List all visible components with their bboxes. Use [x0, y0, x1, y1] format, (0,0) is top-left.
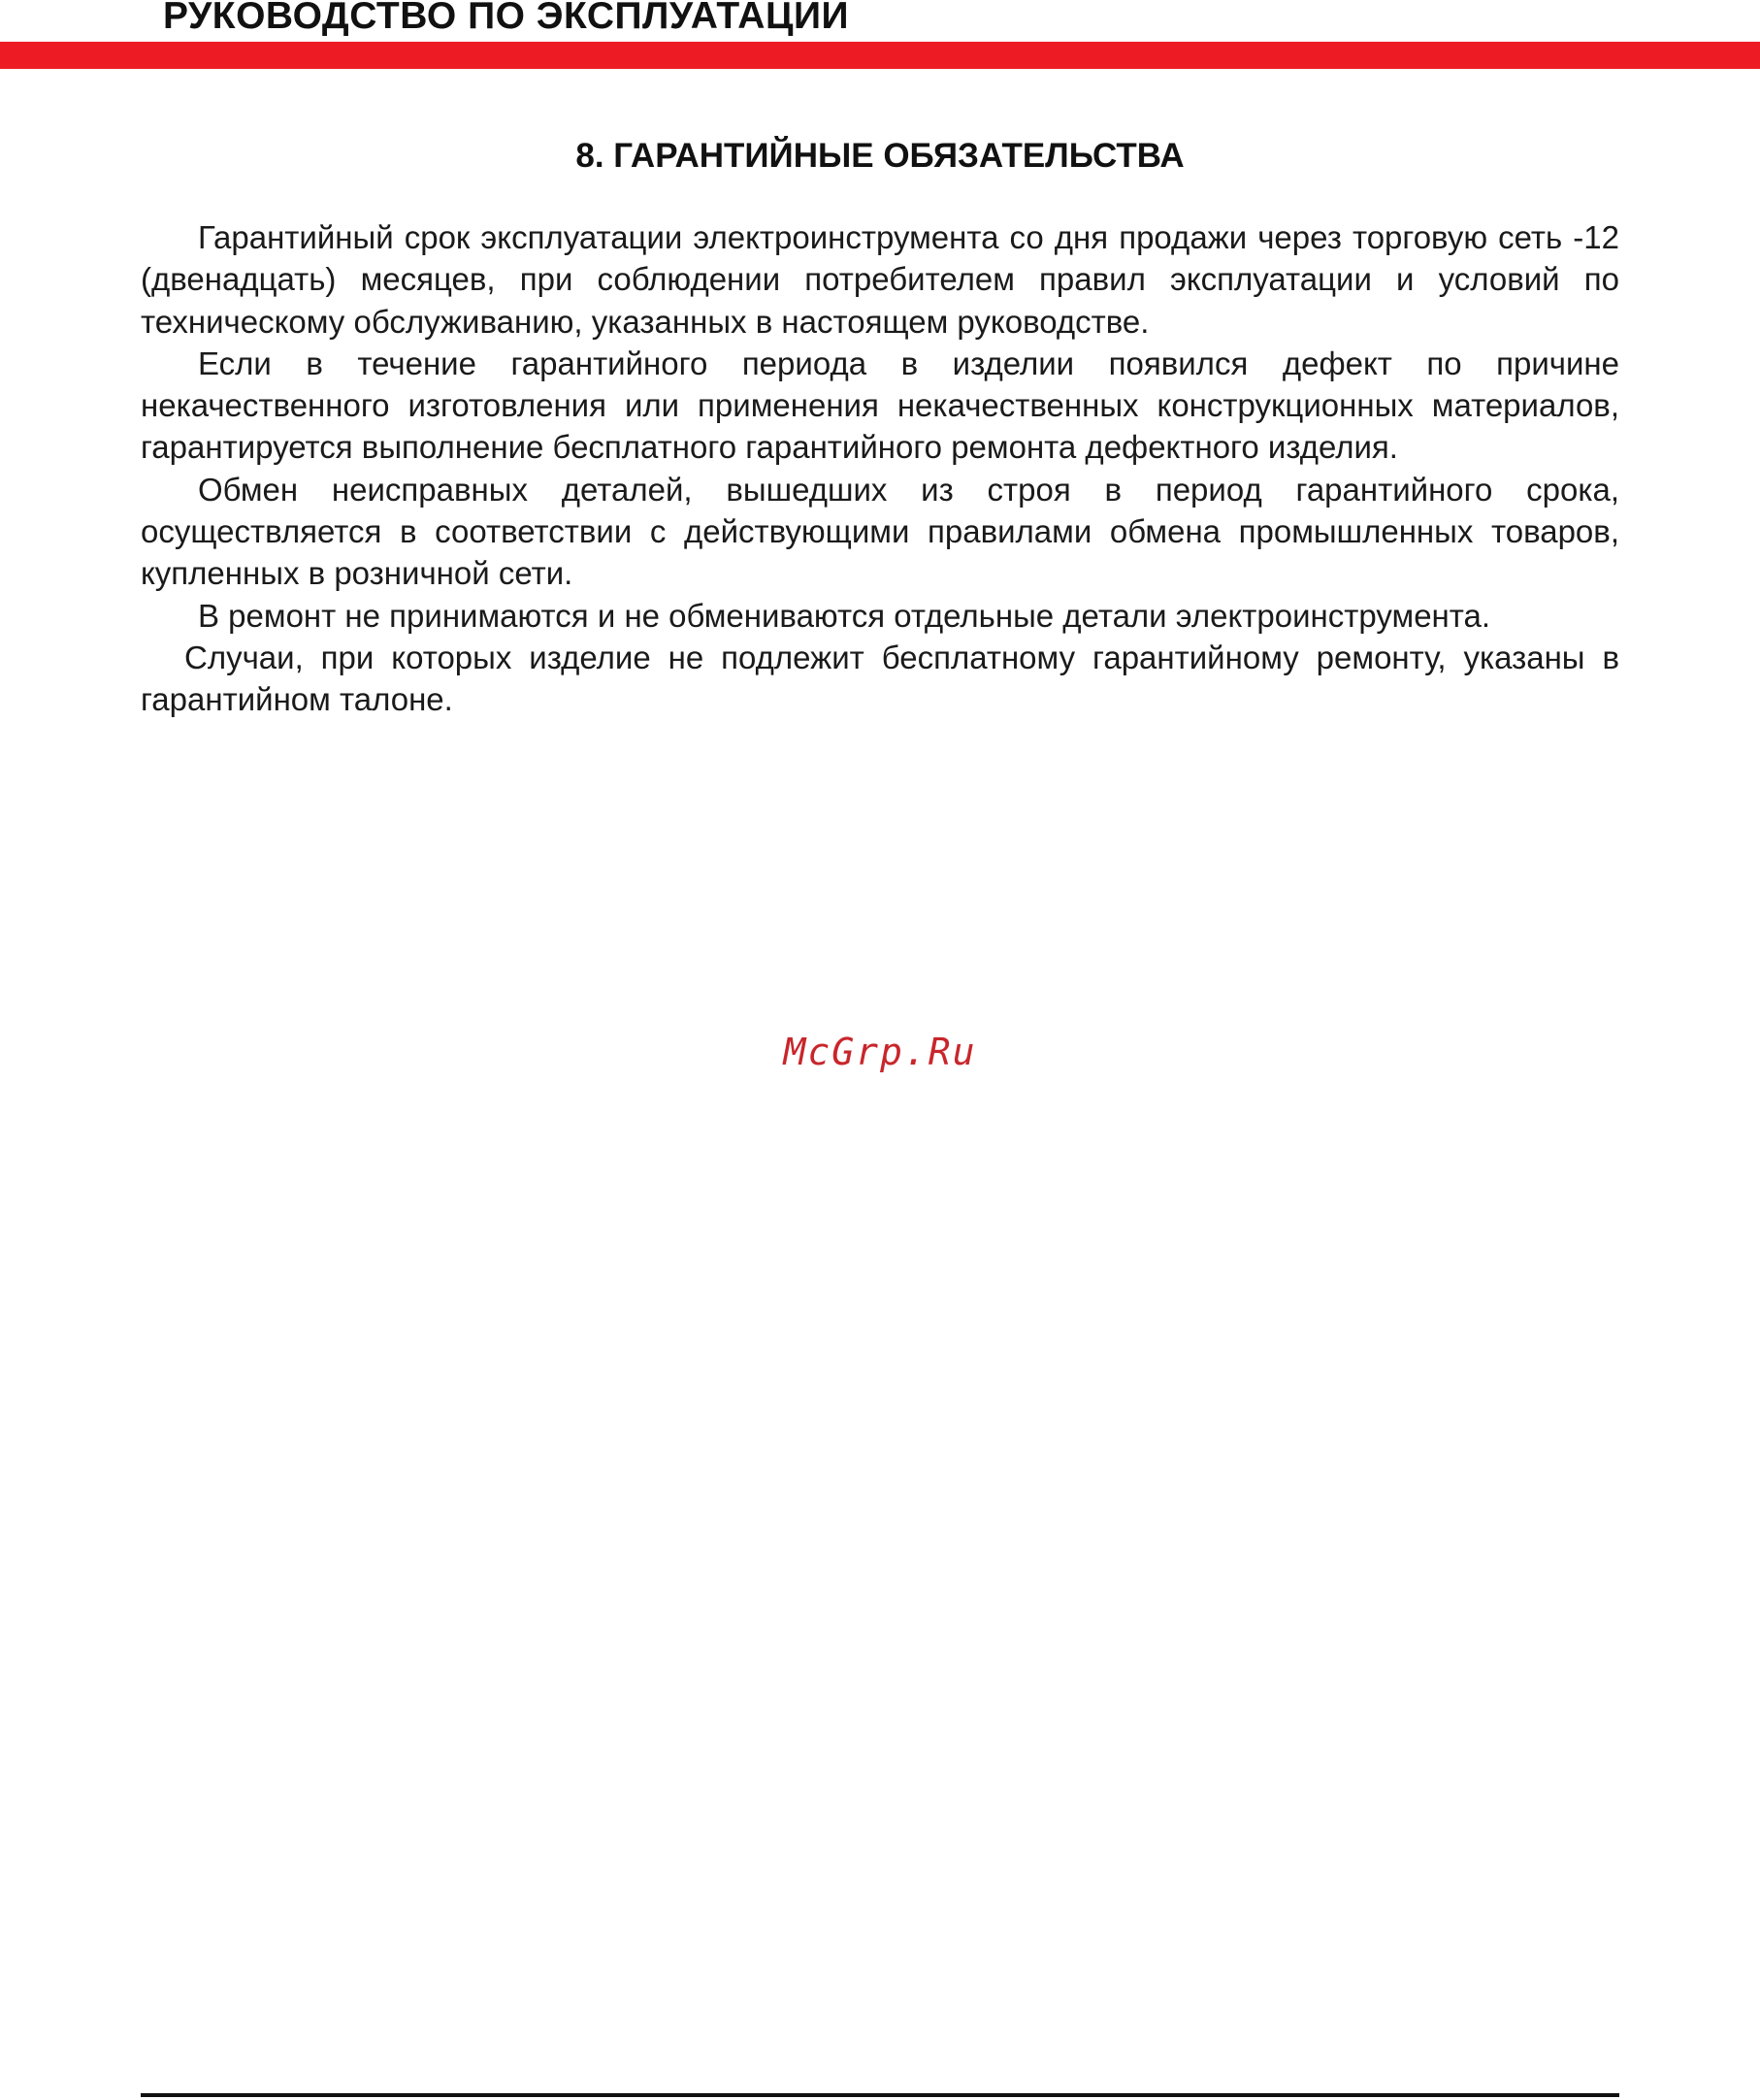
- paragraph-exclusions: Случаи, при которых изделие не подлежит бесплатному гарантийному ремонту, указаны в гарантийном талоне.: [141, 639, 1619, 718]
- paragraph-no-separate-parts: В ремонт не принимаются и не обмениваются отдельные детали электроинструмента.: [198, 597, 1491, 634]
- watermark-text: McGrp.Ru: [783, 1031, 977, 1073]
- paragraph-defect-repair: Если в течение гарантийного периода в изделии появился дефект по причине некачественного изготовления или применения некачественных конструкционных материалов, гарантируется выполнение бесплатного гарантийного ремонта дефектного изделия.: [141, 345, 1619, 466]
- paragraph-parts-exchange: Обмен неисправных деталей, вышедших из строя в период гарантийного срока, осуществляется в соответствии с действующими правилами обмена промышленных товаров, купленных в розничной сети.: [141, 471, 1619, 592]
- section-body: [141, 216, 1619, 721]
- section-title: 8. ГАРАНТИЙНЫЕ ОБЯЗАТЕЛЬСТВА: [575, 137, 1185, 175]
- paragraph-warranty-period: Гарантийный срок эксплуатации электроинструмента со дня продажи через торговую сеть -12 (двенадцать) месяцев, при соблюдении потребителем правил эксплуатации и условий по техническому обслуживанию, указанных в настоящем руководстве.: [141, 219, 1619, 340]
- running-header-title: РУКОВОДСТВО ПО ЭКСПЛУАТАЦИИ: [163, 0, 850, 37]
- footer-rule: [141, 2093, 1619, 2097]
- header-red-rule: [0, 42, 1760, 69]
